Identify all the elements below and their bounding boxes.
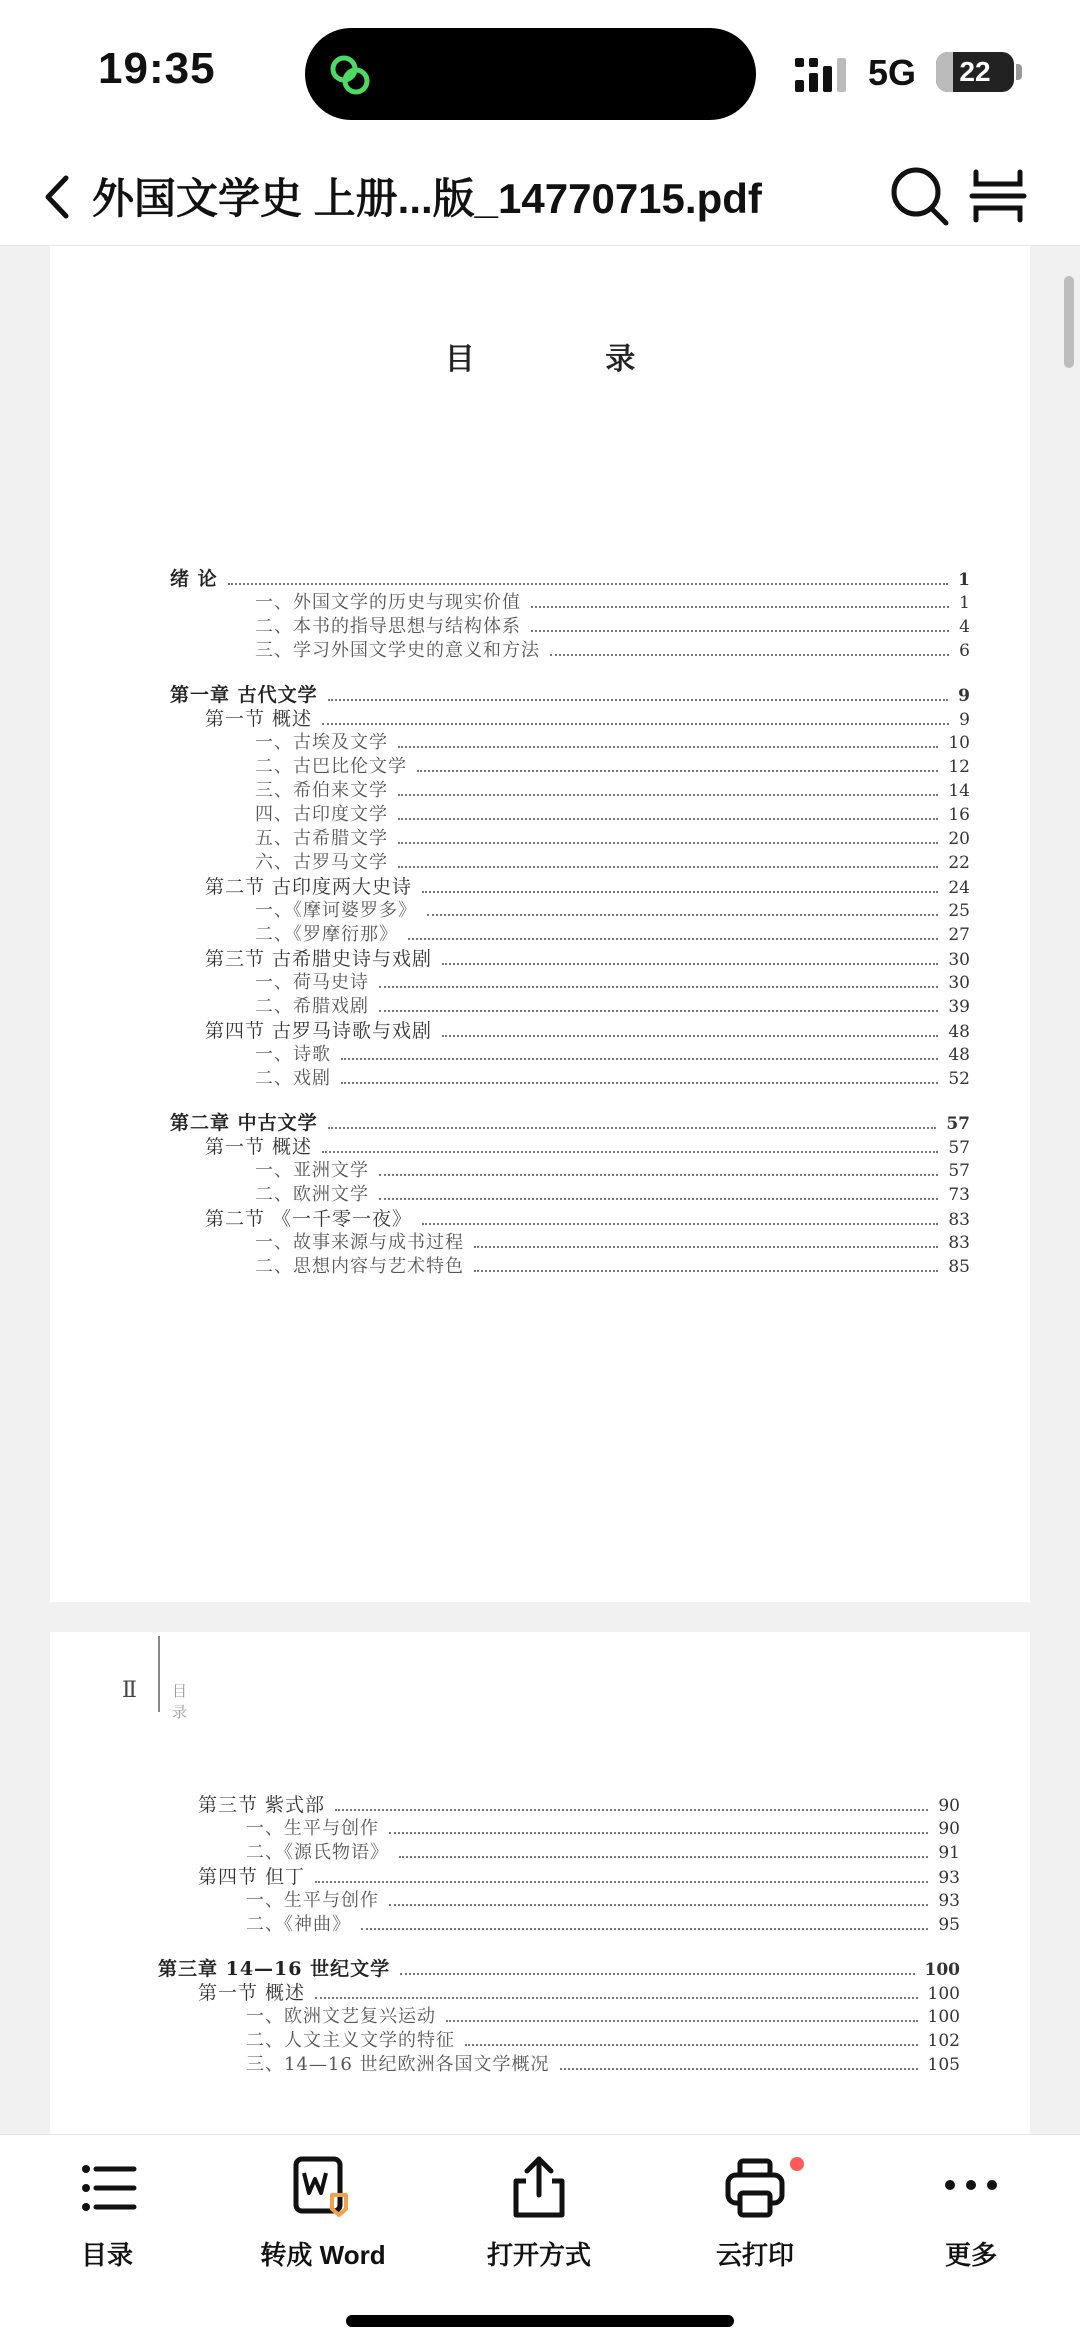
toc-entry-label: 第一节 概述 (205, 1136, 313, 1158)
toc-leader-dots (379, 1010, 938, 1012)
open-with-label: 打开方式 (486, 2240, 591, 2270)
convert-word-label: 转成 Word (260, 2240, 386, 2270)
toc-entry-page: 57 (948, 1161, 970, 1181)
toc-leader-dots (322, 723, 949, 725)
toc-entry-page: 30 (948, 973, 970, 993)
toc-entry-page: 48 (948, 1022, 970, 1042)
toc-entry-label: 一、亚洲文学 (255, 1160, 369, 1181)
toc-entry-label: 二、希腊戏剧 (255, 996, 369, 1017)
toc-entry-label: 二、戏剧 (255, 1068, 331, 1089)
toc-entry-page: 4 (959, 617, 970, 637)
link-icon (325, 50, 375, 100)
toc-leader-dots (228, 583, 949, 585)
toc-entry-page: 12 (948, 757, 970, 777)
toc-entry-label: 一、外国文学的历史与现实价值 (255, 592, 521, 613)
toc-entry-label: 二、思想内容与艺术特色 (255, 1256, 464, 1277)
battery-level: 22 (959, 56, 991, 87)
more-button[interactable] (886, 2153, 1056, 2273)
dynamic-island[interactable] (305, 28, 756, 120)
toc-entry-label: 二、人文主义文学的特征 (246, 2030, 455, 2051)
share-icon (504, 2153, 574, 2223)
toc-entry-label: 二、欧洲文学 (255, 1184, 369, 1205)
toc-leader-dots (389, 1904, 928, 1906)
open-with-button[interactable] (454, 2153, 624, 2273)
toc-leader-dots (442, 963, 938, 965)
toc-entry-page: 102 (927, 2031, 960, 2051)
toc-leader-dots (550, 654, 949, 656)
toc-entry-label: 一、欧洲文艺复兴运动 (246, 2006, 436, 2027)
toc-entry-label: 一、《摩诃婆罗多》 (255, 900, 417, 921)
toc-entry-page: 39 (948, 997, 970, 1017)
toc-entry-label: 二、《神曲》 (246, 1914, 351, 1935)
toc-entry-page: 30 (948, 950, 970, 970)
toc-button-label: 目录 (80, 2240, 133, 2270)
cloud-print-button[interactable] (670, 2153, 840, 2273)
toc-entry-label: 第二节 古印度两大史诗 (205, 876, 413, 898)
toc-leader-dots (379, 986, 938, 988)
toc-entry-page: 9 (958, 686, 970, 706)
toc-entry-page: 95 (938, 1915, 960, 1935)
toc-entry-label: 绪 论 (170, 568, 218, 590)
toc-leader-dots (465, 2044, 918, 2046)
toc-entry-page: 57 (948, 1138, 970, 1158)
toc-entry-label: 第四节 古罗马诗歌与戏剧 (205, 1020, 433, 1042)
toc-leader-dots (408, 938, 938, 940)
toc-entry-label: 第二节 《一千零一夜》 (205, 1208, 413, 1230)
toc-leader-dots (531, 606, 949, 608)
battery-cap (1016, 64, 1022, 80)
toc-entry-label: 第一章 古代文学 (170, 684, 318, 706)
notification-dot (790, 2157, 804, 2171)
toc-leader-dots (398, 794, 938, 796)
cloud-print-label: 云打印 (715, 2240, 794, 2270)
toc-entry-label: 第三章 14—16 世纪文学 (158, 1958, 391, 1980)
network-type: 5G (868, 52, 917, 93)
toc-entry-page: 48 (948, 1045, 970, 1065)
toc-entry-label: 第四节 但丁 (198, 1866, 306, 1888)
toc-entry-label: 一、生平与创作 (246, 1890, 379, 1911)
toc-entry-label: 四、古印度文学 (255, 804, 388, 825)
status-time: 19:35 (98, 44, 216, 93)
toc-entry-label: 第一节 概述 (205, 708, 313, 730)
toc-entry-label: 二、《罗摩衍那》 (255, 924, 398, 945)
toc-leader-dots (341, 1058, 938, 1060)
toc-entry-page: 90 (938, 1819, 960, 1839)
toc-entry-page: 93 (938, 1868, 960, 1888)
toc-entry-page: 100 (924, 1960, 960, 1980)
toc-leader-dots (341, 1082, 938, 1084)
toc-heading: 目 录 (444, 342, 696, 377)
outline-icon[interactable] (968, 164, 1028, 228)
toc-leader-dots (315, 1881, 928, 1883)
toc-leader-dots (422, 891, 938, 893)
running-head-page-number: Ⅱ (122, 1678, 137, 1703)
toc-entry-page: 16 (948, 805, 970, 825)
toc-entry-page: 25 (948, 901, 970, 921)
toc-leader-dots (398, 818, 938, 820)
toc-leader-dots (389, 1832, 928, 1834)
toc-entry-label: 三、学习外国文学史的意义和方法 (255, 640, 540, 661)
toc-leader-dots (379, 1198, 938, 1200)
file-title: 外国文学史 上册...版_14770715.pdf (92, 175, 762, 222)
toc-leader-dots (474, 1270, 938, 1272)
toc-entry-label: 一、生平与创作 (246, 1818, 379, 1839)
toc-entry-page: 73 (948, 1185, 970, 1205)
toc-entry-page: 24 (948, 878, 970, 898)
convert-word-button[interactable] (238, 2153, 408, 2273)
toc-entry-page: 83 (948, 1210, 970, 1230)
toc-entry-page: 100 (927, 1984, 960, 2004)
toc-leader-dots (379, 1174, 938, 1176)
more-label: 更多 (944, 2240, 997, 2270)
toc-entry-label: 一、诗歌 (255, 1044, 331, 1065)
cellular-signal-icon (795, 58, 851, 92)
toc-entry-page: 10 (948, 733, 970, 753)
toc-entry[interactable] (255, 636, 970, 666)
search-icon[interactable] (888, 162, 952, 230)
status-bar (0, 0, 1080, 150)
toc-entry[interactable] (255, 1252, 970, 1282)
toc-entry-page: 6 (959, 641, 970, 661)
nav-bar (0, 150, 1080, 246)
pdf-page-2 (50, 1632, 1030, 2134)
toc-entry[interactable] (255, 1064, 970, 1094)
back-chevron-icon[interactable] (38, 164, 78, 230)
toc-leader-dots (361, 1928, 928, 1930)
toc-entry-page: 57 (946, 1114, 970, 1134)
toc-leader-dots (322, 1151, 938, 1153)
toc-button[interactable] (22, 2153, 192, 2273)
toc-leader-dots (398, 842, 938, 844)
toc-leader-dots (328, 1127, 937, 1129)
toc-entry-label: 三、希伯来文学 (255, 780, 388, 801)
bottom-toolbar (0, 2134, 1080, 2341)
toc-leader-dots (398, 746, 938, 748)
scrollbar-thumb[interactable] (1064, 276, 1074, 368)
toc-entry-page: 85 (948, 1257, 970, 1277)
toc-leader-dots (398, 866, 938, 868)
toc-entry-label: 六、古罗马文学 (255, 852, 388, 873)
printer-icon (720, 2153, 790, 2223)
toc-leader-dots (399, 1856, 928, 1858)
toc-entry-page: 90 (938, 1796, 960, 1816)
pdf-page-1 (50, 246, 1030, 1602)
toc-entry-page: 100 (927, 2007, 960, 2027)
toc-entry-label: 一、古埃及文学 (255, 732, 388, 753)
battery-icon (936, 52, 1014, 92)
toc-leader-dots (531, 630, 949, 632)
toc-entry-label: 第三节 古希腊史诗与戏剧 (205, 948, 433, 970)
toc-entry-page: 83 (948, 1233, 970, 1253)
toc-leader-dots (328, 699, 949, 701)
toc-entry-page: 1 (959, 593, 970, 613)
toc-entry-page: 1 (958, 570, 970, 590)
home-indicator[interactable] (346, 2315, 734, 2327)
toc-entry-label: 三、14—16 世纪欧洲各国文学概况 (246, 2054, 550, 2075)
toc-leader-dots (422, 1223, 938, 1225)
toc-entry-label: 一、荷马史诗 (255, 972, 369, 993)
toc-entry-page: 22 (948, 853, 970, 873)
toc-leader-dots (315, 1997, 918, 1999)
toc-entry-page: 20 (948, 829, 970, 849)
toc-leader-dots (400, 1973, 914, 1975)
toc-entry-page: 9 (959, 710, 970, 730)
list-icon (72, 2153, 142, 2223)
toc-entry-page: 52 (948, 1069, 970, 1089)
toc-entry-label: 二、本书的指导思想与结构体系 (255, 616, 521, 637)
toc-leader-dots (417, 770, 938, 772)
toc-entry[interactable] (246, 2050, 960, 2080)
toc-leader-dots (474, 1246, 938, 1248)
document-scroll-area[interactable] (0, 246, 1080, 2134)
toc-entry-label: 二、古巴比伦文学 (255, 756, 407, 777)
toc-entry-label: 第一节 概述 (198, 1982, 306, 2004)
word-convert-icon (288, 2153, 358, 2223)
toc-entry-label: 第三节 紫式部 (198, 1794, 326, 1816)
running-head-title: 目 录 (172, 1682, 208, 1721)
toc-entry-page: 27 (948, 925, 970, 945)
toc-entry-page: 93 (938, 1891, 960, 1911)
toc-entry-label: 五、古希腊文学 (255, 828, 388, 849)
toc-leader-dots (446, 2020, 918, 2022)
running-head (50, 1632, 250, 1722)
toc-entry-page: 105 (927, 2055, 960, 2075)
toc-entry[interactable] (246, 1910, 960, 1940)
toc-entry-label: 二、《源氏物语》 (246, 1842, 389, 1863)
toc-leader-dots (427, 914, 938, 916)
toc-entry-page: 14 (948, 781, 970, 801)
toc-entry-label: 第二章 中古文学 (170, 1112, 318, 1134)
toc-leader-dots (560, 2068, 918, 2070)
toc-entry-page: 91 (938, 1843, 960, 1863)
running-head-divider (158, 1636, 160, 1712)
more-icon (936, 2153, 1006, 2223)
toc-leader-dots (335, 1809, 928, 1811)
toc-entry-label: 一、故事来源与成书过程 (255, 1232, 464, 1253)
toc-leader-dots (442, 1035, 938, 1037)
